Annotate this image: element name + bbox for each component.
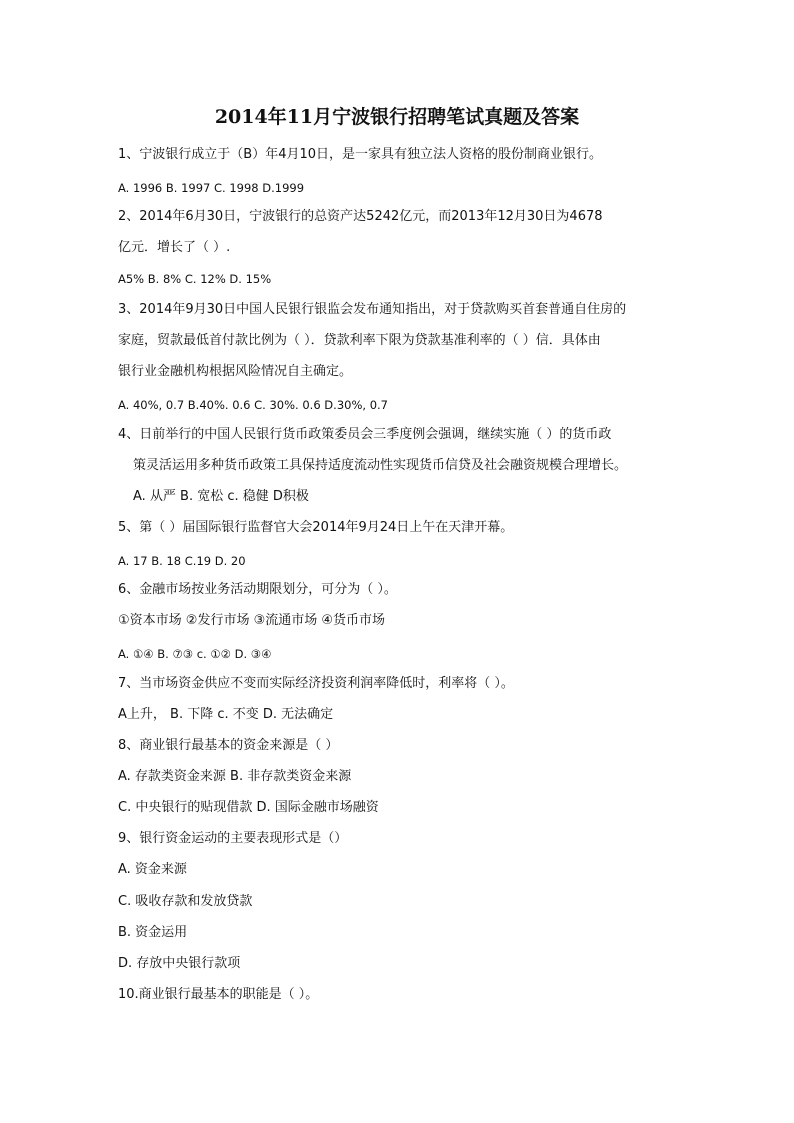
question-6: 6、金融市场按业务活动期限划分，可分为（ ）。 bbox=[118, 582, 397, 597]
question-3-options: A. 40%, 0.7 B.40%. 0.6 C. 30%. 0.6 D.30%, 0.7 bbox=[118, 398, 388, 412]
question-7: 7、当市场资金供应不变而实际经济投资利润率降低时，利率将（ ）。 bbox=[118, 676, 514, 691]
question-3-line-2: 家庭，贸款最低首付款比例为（ ）．贷款利率下限为贷款基准利率的（ ）信．具体由 bbox=[118, 333, 601, 348]
question-8-options-1: A. 存款类资金来源 B. 非存款类资金来源 bbox=[118, 769, 352, 784]
question-8-options-2: C. 中央银行的贴现借款 D. 国际金融市场融资 bbox=[118, 800, 379, 815]
question-5: 5、第（ ）届国际银行监督官大会2014年9月24日上午在天津开幕。 bbox=[118, 520, 514, 535]
question-6-options: A. ①④ B. ⑦③ c. ①② D. ③④ bbox=[118, 647, 272, 661]
document-title: 2014年11月宁波银行招聘笔试真题及答案 bbox=[214, 106, 580, 128]
question-3-line-1: 3、2014年9月30日中国人民银行银监会发布通知指出，对于贷款购买首套普通自住房的 bbox=[118, 302, 627, 317]
question-2-line-2: 亿元．增长了（ ）. bbox=[118, 240, 231, 255]
question-9-option-b: B. 资金运用 bbox=[118, 925, 188, 940]
question-9-option-a: A. 资金来源 bbox=[118, 862, 187, 877]
question-9-option-c: C. 吸收存款和发放贷款 bbox=[118, 894, 253, 909]
question-4-line-2: 策灵活运用多种货币政策工具保持适度流动性实现货币信贷及社会融资规模合理增长。 bbox=[133, 458, 628, 473]
question-9: 9、银行资金运动的主要表现形式是（） bbox=[118, 831, 348, 846]
question-4-options: A. 从严 B. 宽松 c. 稳健 D积极 bbox=[133, 489, 309, 504]
question-1: 1、宁波银行成立于（B）年4月10日，是一家具有独立法人资格的股份制商业银行。 bbox=[118, 147, 603, 162]
question-2-line-1: 2、2014年6月30日，宁波银行的总资产达5242亿元，而2013年12月30日为4678 bbox=[118, 209, 603, 224]
question-7-options: A上升， B. 下降 c. 不变 D. 无法确定 bbox=[118, 707, 334, 722]
question-5-options: A. 17 B. 18 C.19 D. 20 bbox=[118, 554, 246, 568]
question-2-options: A5% B. 8% C. 12% D. 15% bbox=[118, 272, 272, 286]
question-6-items: ①资本市场 ②发行市场 ③流通市场 ④货币市场 bbox=[118, 613, 386, 628]
question-8: 8、商业银行最基本的资金来源是（ ） bbox=[118, 738, 339, 753]
question-1-options: A. 1996 B. 1997 C. 1998 D.1999 bbox=[118, 181, 305, 195]
question-10: 10.商业银行最基本的职能是（ ）。 bbox=[118, 987, 319, 1002]
question-4-line-1: 4、日前举行的中国人民银行货币政策委员会三季度例会强调，继续实施（ ）的货币政 bbox=[118, 427, 612, 442]
question-9-option-d: D. 存放中央银行款项 bbox=[118, 956, 241, 971]
question-3-line-3: 银行业金融机构根据风险情况自主确定。 bbox=[118, 364, 353, 379]
